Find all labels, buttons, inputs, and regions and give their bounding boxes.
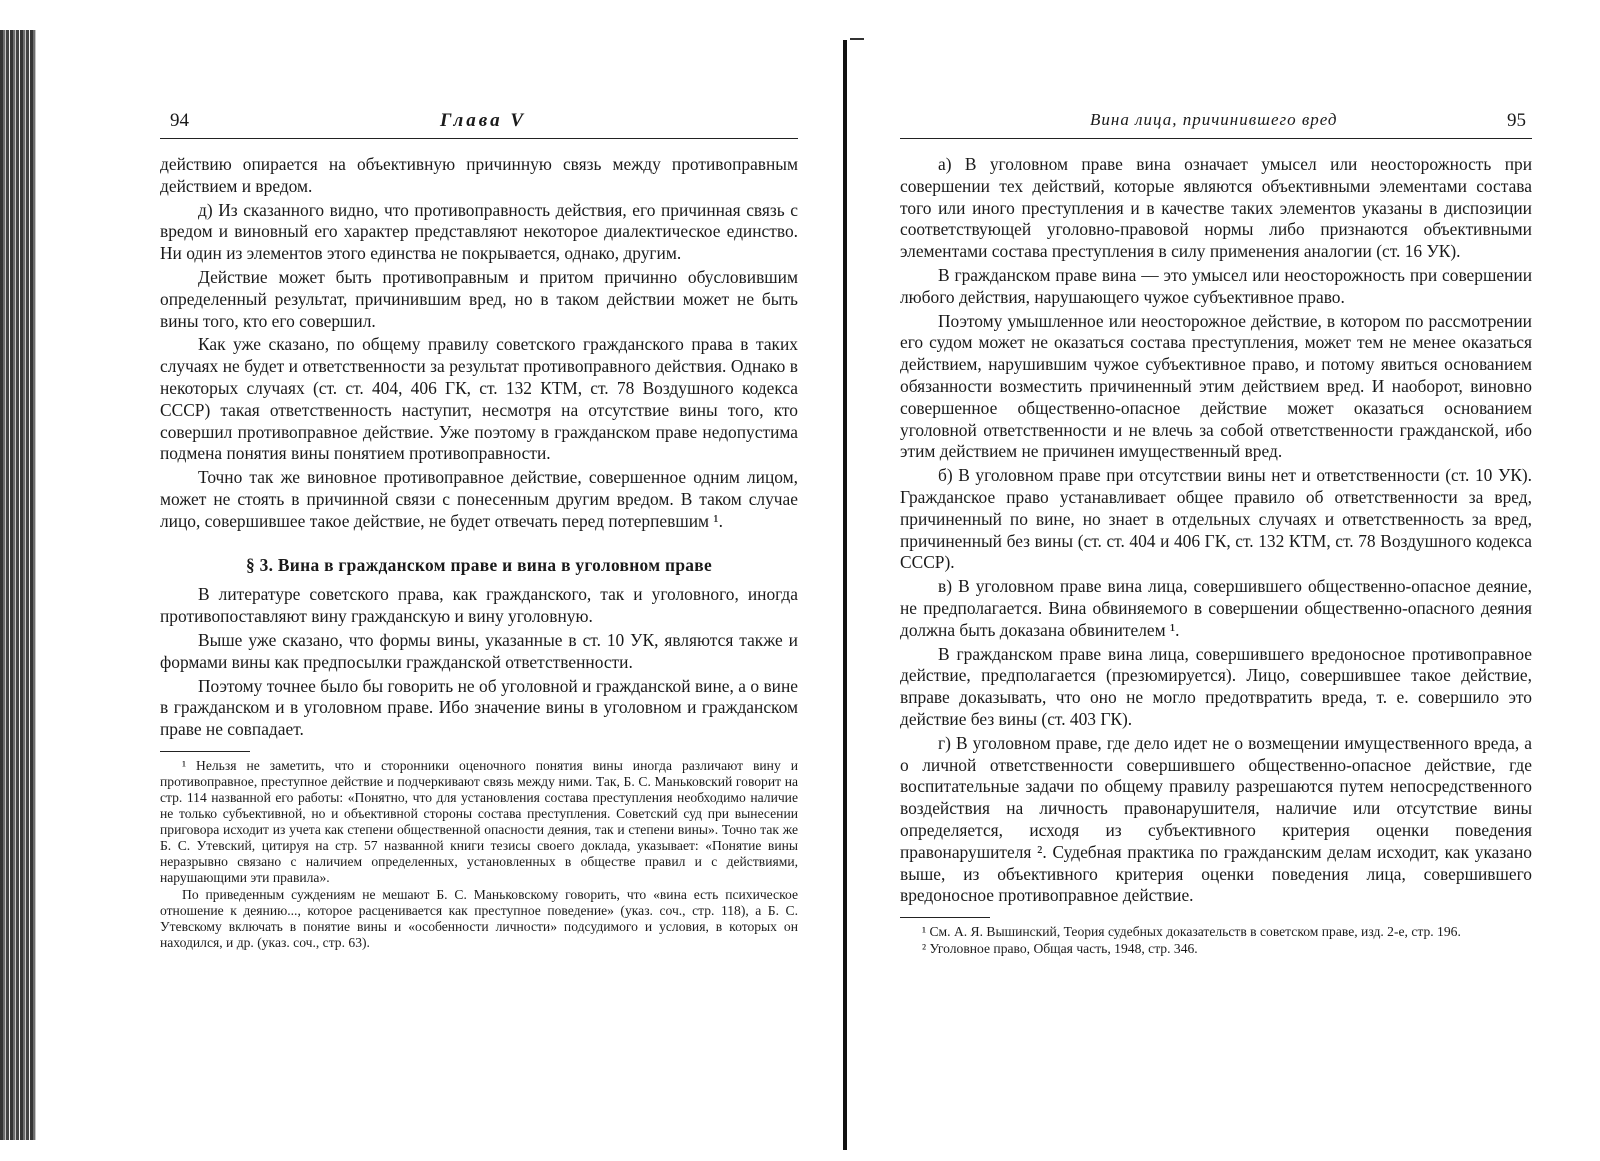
paragraph: Выше уже сказано, что формы вины, указанные в ст. 10 УК, являются также и формами вины как предпосылки гражданской ответственности. [160, 629, 798, 672]
footnote-separator [900, 917, 990, 918]
running-head: Глава V [440, 110, 526, 131]
paragraph: действию опирается на объективную причинную связь между противоправным действием и вредом. [160, 154, 798, 196]
running-head: Вина лица, причинившего вред [1090, 110, 1338, 129]
scan-mark [850, 38, 864, 48]
paragraph: Действие может быть противоправным и притом причинно обусловившим определенный результат, причинившим вред, но в таком действии может не быть вины того, кто его совершил. [160, 266, 798, 331]
paragraph: в) В уголовном праве вина лица, совершившего общественно-опасное деяние, не предполагается. Вина обвиняемого в совершении общественно-опасного деяния должна быть доказана обвинителем ¹. [900, 576, 1532, 640]
paragraph: Поэтому точнее было бы говорить не об уголовной и гражданской вине, а о вине в гражданском и в уголовном праве. Ибо значение вины в уголовном и гражданском праве не совпадает. [160, 675, 798, 740]
book-binding-edge [0, 30, 36, 1140]
paragraph: Точно так же виновное противоправное действие, совершенное одним лицом, может не стоять в причинной связи с понесенным другим вредом. В таком случае лицо, совершившее такое действие, не будет отвечать перед потерпевшим ¹. [160, 467, 798, 531]
footnote: ¹ Нельзя не заметить, что и сторонники оценочного понятия вины иногда различают вину и противоправное, преступное действие и подчеркивают связь между ними. Так, Б. С. Маньковский говорит на стр. 114 названной его работы: «Понятно, что для установления состава преступления необходимо наличие не только субъективной, но и объективной стороны состава преступления. Советский суд при вынесении приговора исходит из учета как степени общественной опасности деяния, так и степени вины». Точно так же Б. С. Утевский, цитируя на стр. 57 названной книги тезисы своего доклада, указывает: «Понятие вины неразрывно связано с наличием определенных, установленных в обществе правил и с действиями, нарушающими эти правила». [160, 757, 798, 885]
footnotes [160, 758, 798, 951]
footnotes [900, 924, 1532, 957]
footnote: По приведенным суждениям не мешают Б. С. Маньковскому говорить, что «вина есть психическое отношение к деянию..., которое расценивается как преступное поведение» (указ. соч., стр. 118), а Б. С. Утевскому включать в понятие вины и «особенности личности» подсудимого и условия, в которых он находился, и др. (указ. соч., стр. 63). [160, 886, 798, 950]
page-number: 94 [170, 110, 189, 131]
paragraph: г) В уголовном праве, где дело идет не о возмещении имущественного вреда, а о личной ответственности совершившего общественно-опасное действие, где воспитательные задачи по общему правилу разрешаются путем непосредственного воздействия на личность правонарушителя, наличие или отсутствие вины определяется, исходя из субъективного критерия оценки поведения правонарушителя ². Судебная практика по гражданским делам исходит, как указано выше, из объективного критерия оценки поведения лица, совершившего вредоносное противоправное действие. [900, 732, 1532, 906]
paragraph: В гражданском праве вина — это умысел или неосторожность при совершении любого действия, нарушающего чужое субъективное право. [900, 264, 1532, 307]
paragraph: Как уже сказано, по общему правилу советского гражданского права в таких случаях не будет и ответственности за результат противоправного действия. Однако в некоторых случаях (ст. ст. 404, 406 ГК, ст. 132 КТМ, ст. 78 Воздушного кодекса СССР) такая ответственность наступит, несмотря на отсутствие вины того, кто совершил противоправное действие. Уже поэтому в гражданском праве недопустима подмена понятия вины понятием противоправности. [160, 334, 798, 464]
paragraph: В гражданском праве вина лица, совершившего вредоносное противоправное действие, предполагается (презюмируется). Лицо, совершившее такое действие, вправе доказывать, что оно не могло предотвратить вреда, т. е. совершило это действие без вины (ст. 403 ГК). [900, 643, 1532, 729]
right-page-body [900, 154, 1532, 958]
paragraph: а) В уголовном праве вина означает умысел или неосторожность при совершении тех действий, которые являются объективными элементами состава того или иного преступления и в качестве таких элементов указаны в диспозиции соответствующей уголовно-правовой нормы либо признаются объективными элементами состава преступления в силу применения аналогии (ст. 16 УК). [900, 154, 1532, 262]
page-number: 95 [1507, 110, 1526, 131]
left-page-body [160, 154, 798, 952]
page-gutter [843, 40, 847, 1150]
right-page-header [900, 108, 1532, 139]
left-page-header [160, 108, 798, 139]
paragraph: б) В уголовном праве при отсутствии вины нет и ответственности (ст. 10 УК). Гражданское право устанавливает общее правило об ответственности за вред, причиненный по вине, но знает в отдельных случаях и ответственность за вред, причиненный без вины (ст. ст. 404 и 406 ГК, ст. 132 КТМ, ст. 78 Воздушного кодекса СССР). [900, 465, 1532, 573]
footnote-separator [160, 751, 250, 752]
paragraph: В литературе советского права, как гражданского, так и уголовного, иногда противопоставляют вину гражданскую и вину уголовную. [160, 584, 798, 627]
footnote: ² Уголовное право, Общая часть, 1948, стр. 346. [922, 941, 1198, 957]
footnote: ¹ См. А. Я. Вышинский, Теория судебных доказательств в советском праве, изд. 2-е, стр. 196. [922, 924, 1461, 940]
section-heading: § 3. Вина в гражданском праве и вина в уголовном праве [245, 554, 713, 575]
paragraph: д) Из сказанного видно, что противоправность действия, его причинная связь с вредом и виновный его характер представляют некоторое диалектическое единство. Ни один из элементов этого единства не покрывается, однако, другим. [160, 199, 798, 264]
paragraph: Поэтому умышленное или неосторожное действие, в котором по рассмотрении его судом может не оказаться состава преступления, может тем не менее оказаться действием, нарушившим чужое субъективное право, и потому явиться основанием обязанности возместить причиненный этим действием вред. И наоборот, виновно совершенное общественно-опасное действие может оказаться основанием уголовной ответственности и не влечь за собой ответственности гражданской, ибо этим действием не причинен имущественный вред. [900, 310, 1532, 462]
